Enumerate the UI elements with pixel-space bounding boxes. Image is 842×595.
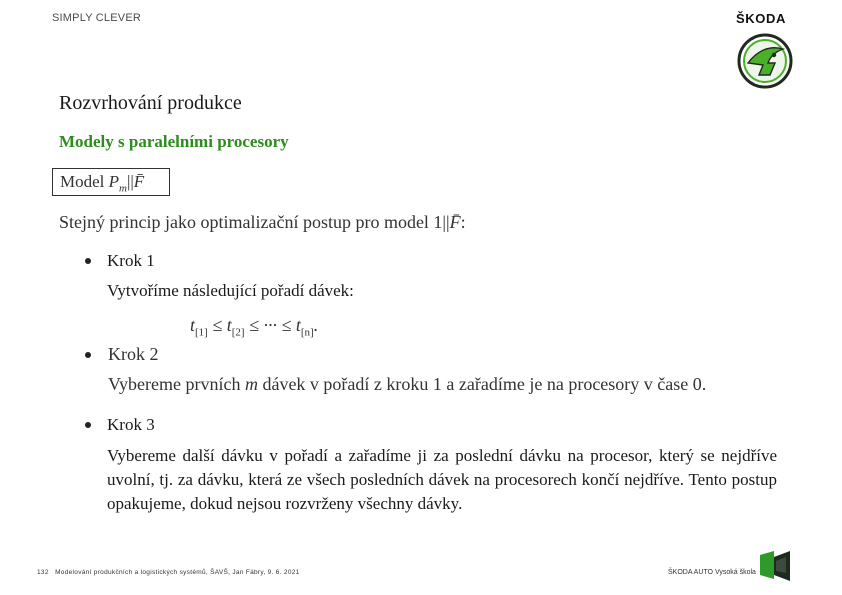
step-2-text-after: dávek v pořadí z kroku 1 a zařadíme je na procesory v čase 0. — [257, 374, 707, 394]
principle-suffix: : — [460, 212, 466, 232]
formula-index-1: [1] — [195, 326, 208, 339]
step-2-text — [108, 374, 706, 395]
step-1-label: Krok 1 — [107, 251, 155, 270]
formula-t1: t — [190, 315, 196, 335]
model-machine: P — [108, 172, 120, 191]
tagline: SIMPLY CLEVER — [52, 12, 142, 24]
step-2-label: Krok 2 — [108, 344, 159, 364]
bullet-icon — [85, 352, 91, 358]
principle-text — [59, 212, 466, 233]
ordering-formula — [190, 315, 318, 339]
bullet-icon — [85, 258, 91, 264]
slide-subtitle: Modely s paralelními procesory — [59, 132, 289, 151]
formula-end: . — [313, 315, 319, 335]
model-prefix: Model — [60, 172, 109, 191]
step-1-text: Vytvoříme následující pořadí dávek: — [107, 281, 354, 300]
slide-title: Rozvrhování produkce — [59, 92, 242, 114]
model-notation-box — [52, 168, 170, 196]
footer-caption: Modelování produkčních a logistických systémů, ŠAVŠ, Jan Fábry, 9. 6. 2021 — [55, 569, 300, 576]
footer-text — [37, 569, 300, 576]
step-3-text: Vybereme další dávku v pořadí a zařadíme ji za poslední dávku na procesor, který se nejdříve uvolní, tj. za dávku, která ze všech posledních dávek na procesorech končí nejdříve. Tento postup opakujeme, dokud nejsou rozvrženy všechny dávky. — [107, 446, 777, 513]
formula-le: ≤ — [207, 315, 227, 335]
formula-t2: t — [226, 315, 232, 335]
step-2-var: m — [244, 374, 258, 394]
model-machine-sub: m — [119, 182, 127, 195]
step-2-text-before: Vybereme prvních — [108, 374, 245, 394]
formula-dots: ≤ ··· ≤ — [244, 315, 296, 335]
skoda-logo-icon — [737, 33, 793, 89]
step-3-label: Krok 3 — [107, 415, 155, 434]
footer-brand: ŠKODA AUTO Vysoká škola — [668, 569, 756, 576]
formula-index-2: [2] — [231, 326, 245, 339]
formula-tn: t — [295, 315, 301, 335]
model-objective: F̄ — [133, 172, 145, 191]
bullet-icon — [85, 422, 91, 428]
principle-objective: F̄ — [449, 212, 461, 232]
page-number: 132 — [37, 569, 49, 576]
formula-index-n: [n] — [300, 326, 314, 339]
model-separator: || — [126, 172, 134, 191]
brand-wordmark: ŠKODA — [736, 11, 786, 26]
principle-main: Stejný princip jako optimalizační postup pro model 1|| — [59, 212, 450, 232]
school-logo-icon — [758, 549, 792, 583]
